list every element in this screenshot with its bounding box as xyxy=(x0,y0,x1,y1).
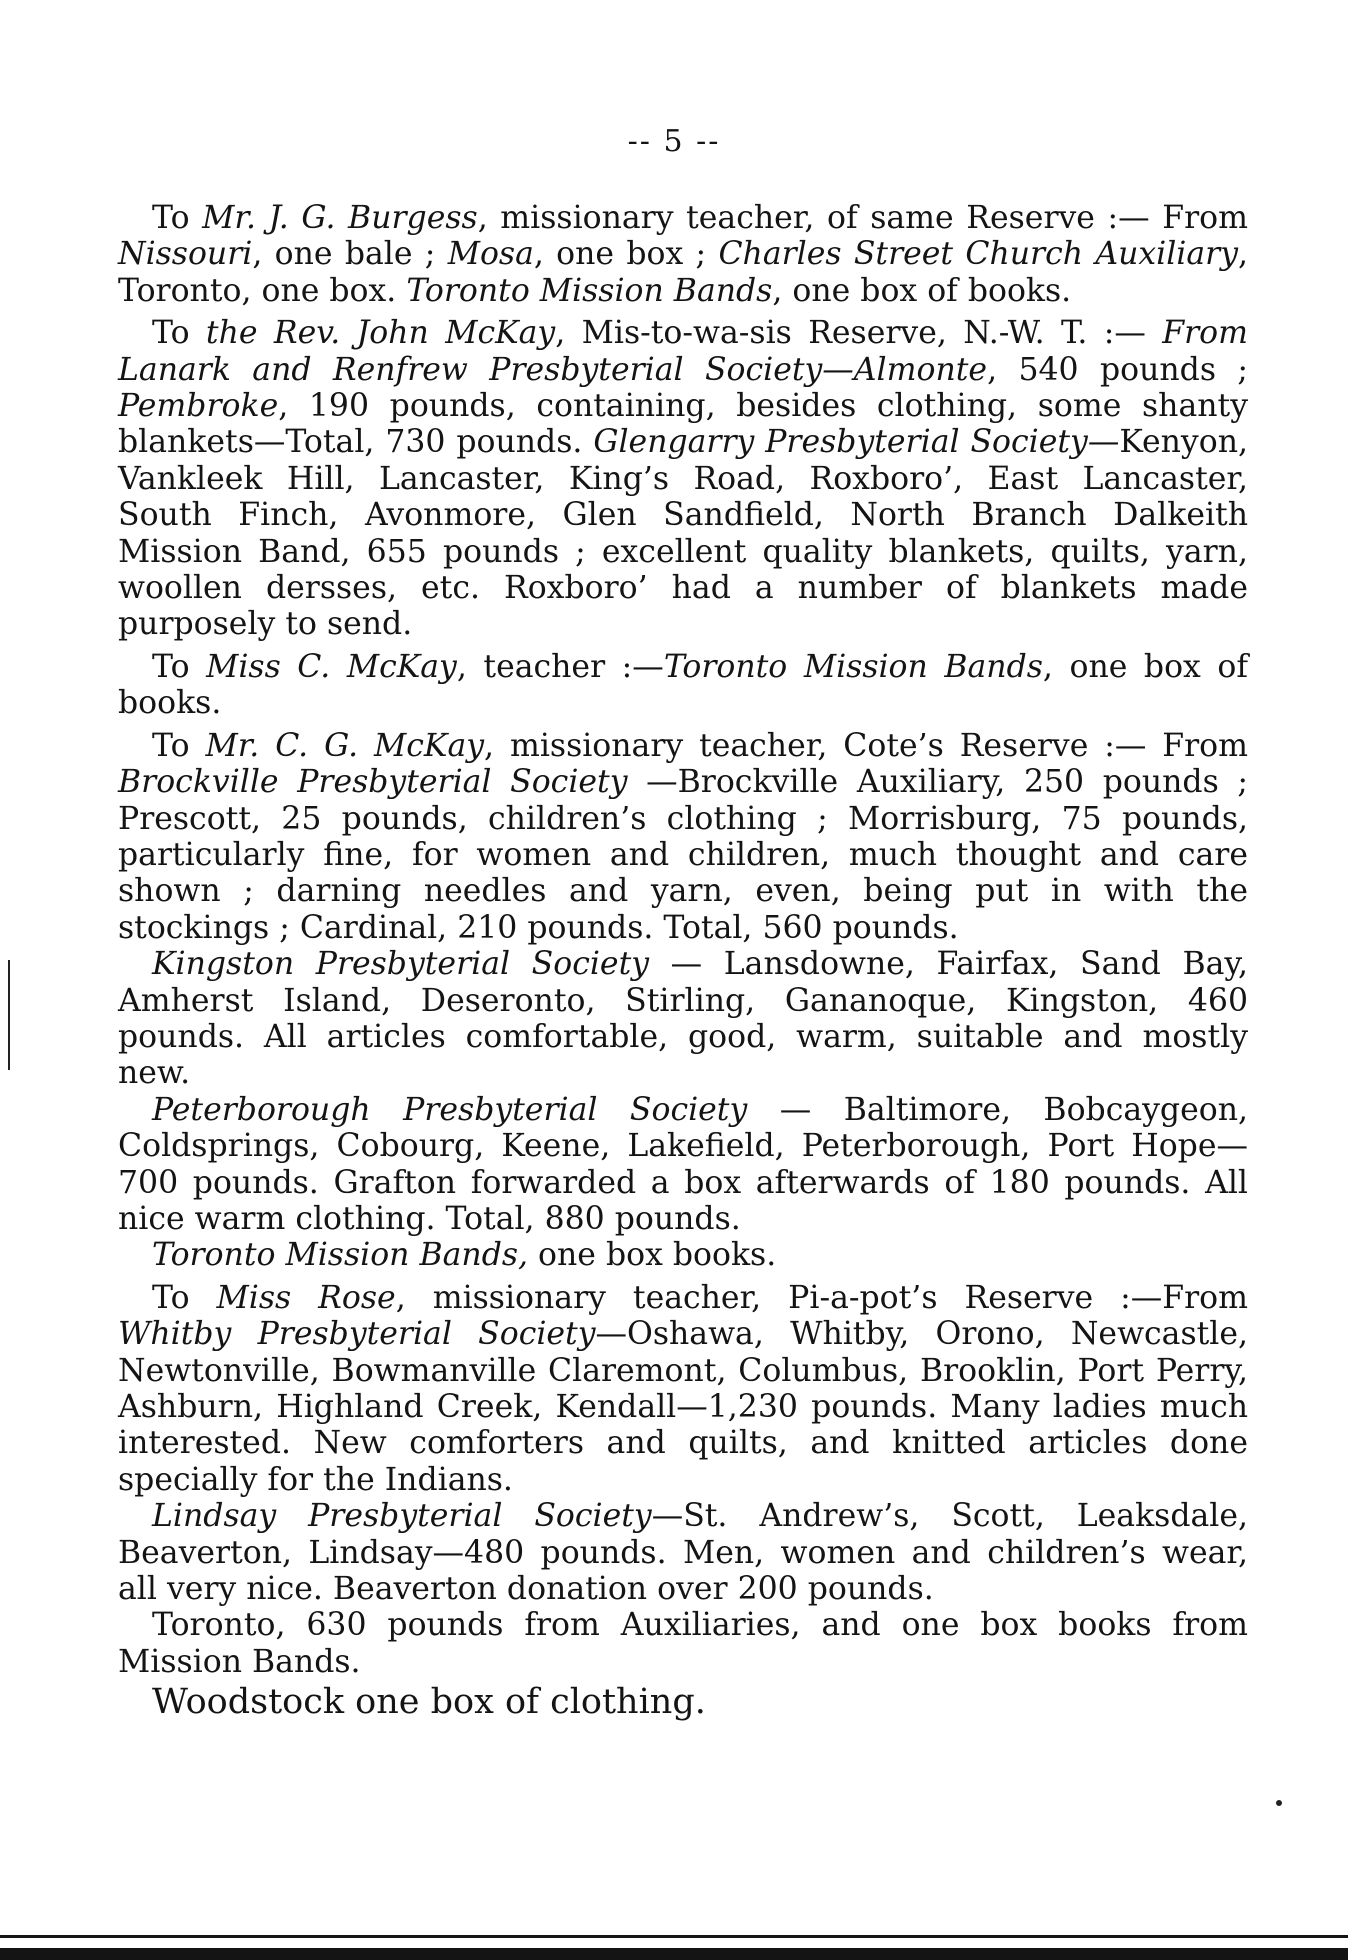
text-run: To xyxy=(152,200,203,236)
paragraph-woodstock xyxy=(118,1682,1248,1722)
paragraph-toronto-mission-bands xyxy=(118,1237,1248,1273)
text-run: To xyxy=(152,315,206,352)
paragraph-kingston xyxy=(118,946,1248,1092)
italic-run: Lindsay Presbyterial Society xyxy=(152,1498,652,1535)
scan-edge-mark xyxy=(8,960,10,1070)
italic-run: Toronto Mission Bands xyxy=(406,272,773,309)
text-run: —Oshawa, Whitby, Orono, Newcastle, Newtonville, Bowmanville Claremont, Columbus, Brooklin, Port Perry, Ashburn, Highland Creek, Kendall—1,230 pounds. Many ladies much interested. New comforters and quilts, and knitted articles done specially for the Indians. xyxy=(118,1316,1249,1498)
text-run: , one box ; xyxy=(533,236,719,273)
paragraph-miss-c-mckay xyxy=(118,649,1248,722)
text-run: , Mis-to-wa-sis Reserve, N.-W. T. :— xyxy=(555,315,1163,352)
italic-run: Peterborough Presbyterial Society xyxy=(152,1091,748,1128)
paragraph-lindsay xyxy=(118,1498,1248,1607)
text-run: —Brockville Auxiliary, 250 pounds ; Prescott, 25 pounds, children’s clothing ; Morrisburg, 75 pounds, particularly fine, for women and children, much thought and care shown ; darning needles and yarn, even, being put in with the stockings ; Cardinal, 210 pounds. Total, 560 pounds. xyxy=(118,764,1248,946)
paragraph-burgess xyxy=(118,200,1248,309)
text-run: To xyxy=(152,648,207,685)
italic-run: From Lanark and Renfrew Presbyterial Society—Almonte xyxy=(118,315,1248,388)
text-run: Woodstock one box of clothing. xyxy=(152,1682,706,1723)
scan-dot-mark xyxy=(1276,1800,1282,1806)
text-run: , missionary teacher, of same Reserve :— From xyxy=(477,200,1249,236)
italic-run: Brockville Presbyterial Society xyxy=(118,764,628,801)
italic-run: Miss C. McKay xyxy=(206,648,457,685)
italic-run: Mr. C. G. McKay xyxy=(205,727,485,764)
text-run: , one box of books. xyxy=(772,272,1072,309)
bottom-rule xyxy=(0,1948,1348,1960)
text-run: , Toronto, one box. xyxy=(118,236,1249,309)
italic-run: Kingston Presbyterial Society xyxy=(152,946,650,983)
paragraph-peterborough xyxy=(118,1092,1248,1238)
text-body xyxy=(118,200,1248,1728)
text-run: —Kenyon, Vankleek Hill, Lancaster, King’s Road, Roxboro’, East Lancaster, South Finch, Avonmore, Glen Sandfield, North Branch Dalkeith Mission Band, 655 pounds ; excellent quality blankets, quilts, yarn, woollen dersses, etc. Roxboro’ had a number of blankets made purposely to send. xyxy=(118,424,1248,643)
text-run: , 540 pounds ; xyxy=(987,351,1248,388)
text-run: , teacher :— xyxy=(456,648,664,685)
text-run: , missionary teacher, Pi-a-pot’s Reserve :—From xyxy=(395,1279,1248,1316)
italic-run: Mosa xyxy=(447,236,534,273)
text-run: , one bale ; xyxy=(252,236,448,273)
italic-run: Mr. J. G. Burgess xyxy=(202,200,478,236)
paragraph-john-mckay xyxy=(118,315,1248,643)
page-number: -- 5 -- xyxy=(627,124,721,159)
text-run: , missionary teacher, Cote’s Reserve :— From xyxy=(484,727,1249,764)
text-run: To xyxy=(152,1279,217,1316)
text-run: , one box of books. xyxy=(118,648,1249,722)
italic-run: Whitby Presbyterial Society xyxy=(118,1316,596,1353)
italic-run: Glengarry Presbyterial Society xyxy=(593,424,1088,461)
italic-run: Toronto Mission Bands, xyxy=(152,1237,529,1274)
text-run: , 190 pounds, containing, besides clothing, some shanty blankets—Total, 730 pounds. xyxy=(118,388,1248,461)
italic-run: Charles Street Church Auxiliary xyxy=(718,236,1238,273)
italic-run: the Rev. John McKay xyxy=(205,315,556,352)
text-run: — Lansdowne, Fairfax, Sand Bay, Amherst Island, Deseronto, Stirling, Gananoque, Kingston, 460 pounds. All articles comfortable, good, warm, suitable and mostly new. xyxy=(118,946,1248,1092)
bottom-rule-thin xyxy=(0,1935,1348,1938)
italic-run: Nissouri xyxy=(118,236,253,273)
italic-run: Pembroke xyxy=(118,388,279,425)
italic-run: Toronto Mission Bands xyxy=(663,648,1043,685)
text-run: —St. Andrew’s, Scott, Leaksdale, Beaverton, Lindsay—480 pounds. Men, women and children’s wear, all very nice. Beaverton donation over 200 pounds. xyxy=(118,1498,1249,1608)
paragraph-toronto-auxiliaries xyxy=(118,1607,1248,1680)
paragraph-miss-rose xyxy=(118,1280,1248,1498)
text-run: one box books. xyxy=(528,1237,777,1274)
italic-run: Miss Rose xyxy=(216,1279,396,1316)
text-run: — Baltimore, Bobcaygeon, Coldsprings, Cobourg, Keene, Lakefield, Peterborough, Port Hope—700 pounds. Grafton forwarded a box afterwards of 180 pounds. All nice warm clothing. Total, 880 pounds. xyxy=(118,1091,1249,1237)
text-run: To xyxy=(152,727,206,764)
text-run: Toronto, 630 pounds from Auxiliaries, and one box books from Mission Bands. xyxy=(118,1607,1248,1680)
paragraph-c-g-mckay xyxy=(118,728,1248,946)
